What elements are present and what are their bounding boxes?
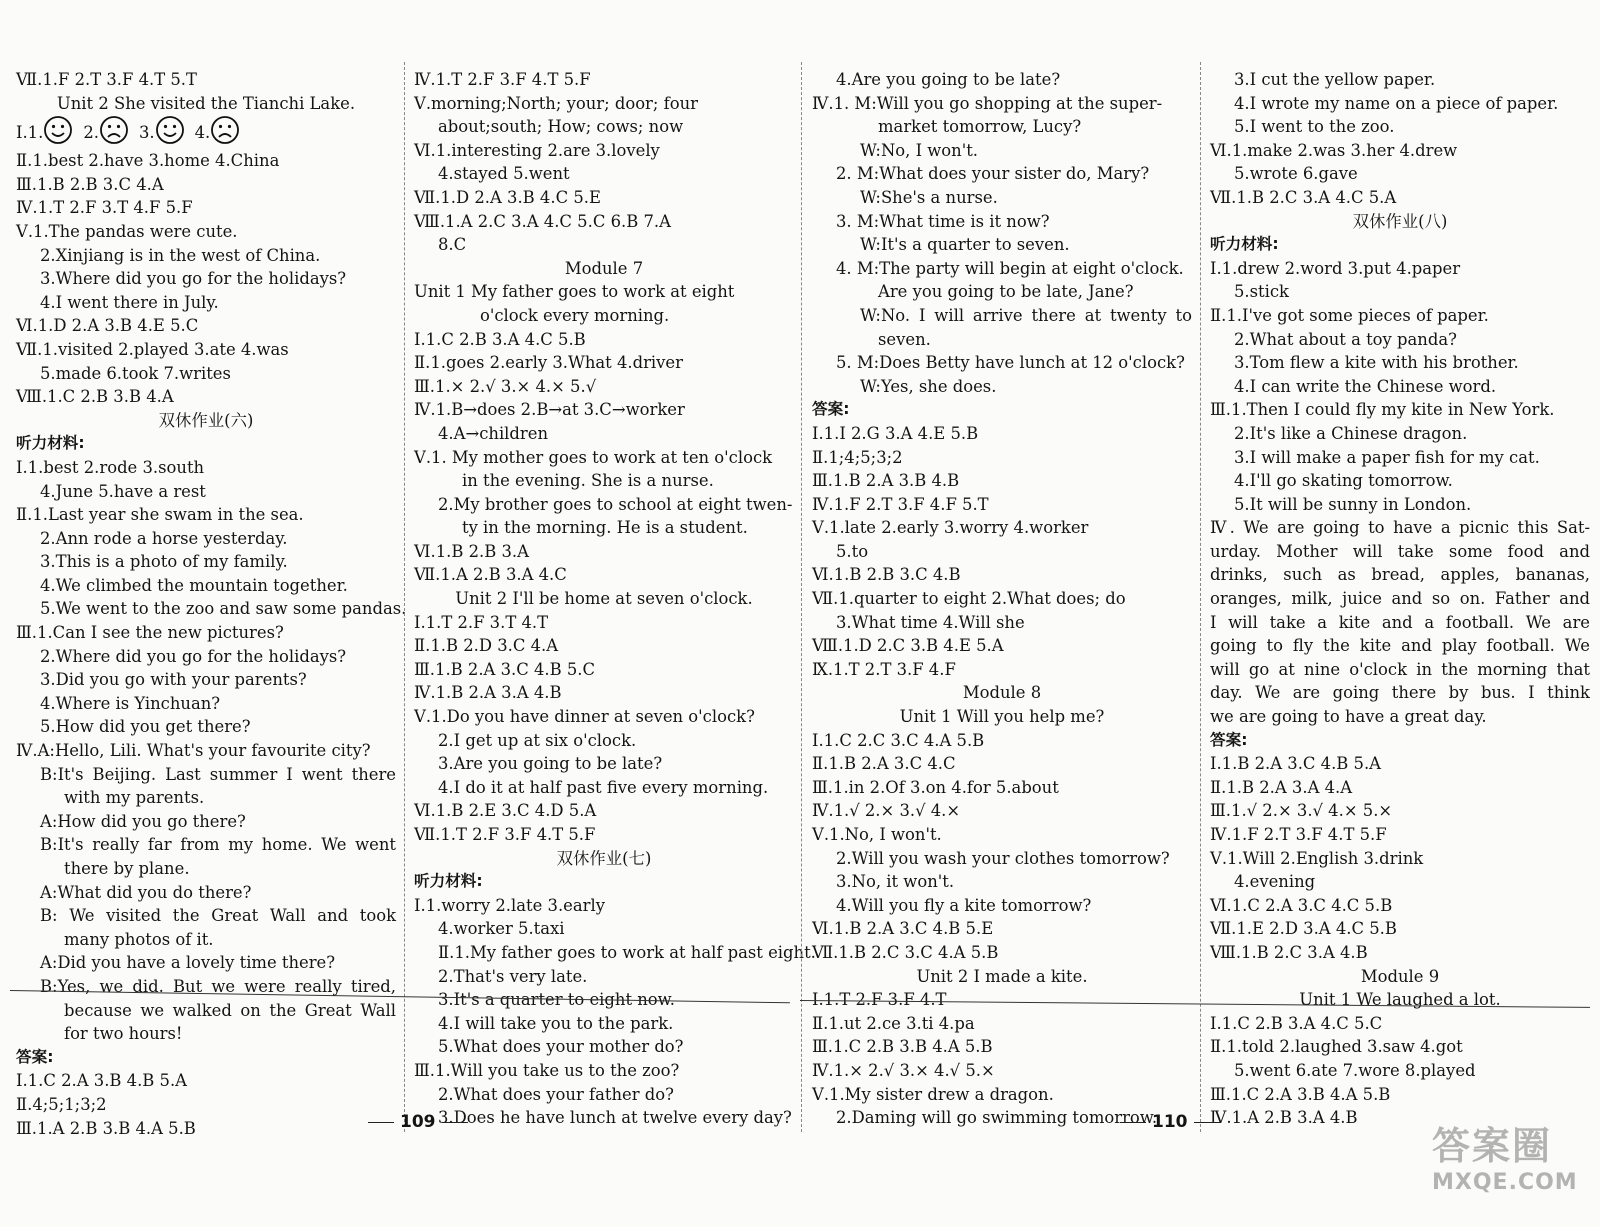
- text-line: about;south; How; cows; now: [438, 117, 684, 137]
- text-line: Ⅴ.1.Will 2.English 3.drink: [1210, 848, 1424, 868]
- text-line: 4.A→children: [438, 423, 549, 443]
- text-line: 5. M:Does Betty have lunch at 12 o'clock?: [836, 353, 1185, 373]
- column-2: [414, 68, 816, 1130]
- text-line: Ⅱ.1.B 2.D 3.C 4.A: [414, 636, 559, 656]
- text-line: 2.I get up at six o'clock.: [438, 730, 637, 750]
- text-line: Ⅷ.1.A 2.C 3.A 4.C 5.C 6.B 7.A: [414, 211, 671, 231]
- text-line: 4.I can write the Chinese word.: [1234, 376, 1497, 396]
- text-line: A:How did you go there?: [40, 811, 246, 831]
- text-line: Ⅲ.1.× 2.√ 3.× 4.× 5.√: [414, 376, 597, 396]
- text-line: Ⅳ. We are going to have a picnic this Sat-: [1210, 518, 1590, 538]
- text-line: 4.I will take you to the park.: [438, 1013, 674, 1033]
- text-line: B:Yes, we did. But we were really tired,: [40, 976, 396, 996]
- text-line: 2.Ann rode a horse yesterday.: [40, 528, 288, 548]
- text-line: Ⅱ.1.told 2.laughed 3.saw 4.got: [1210, 1037, 1463, 1057]
- smiley-item: [16, 115, 73, 149]
- text-line: Module 8: [962, 683, 1042, 703]
- text-line: W:Yes, she does.: [860, 376, 997, 396]
- text-line: 4. M:The party will begin at eight o'clock.: [836, 258, 1184, 278]
- text-line: 答案:: [16, 1047, 54, 1066]
- text-line: Ⅰ.1.worry 2.late 3.early: [414, 895, 605, 915]
- text-line: Ⅶ.1.T 2.F 3.F 4.T 5.F: [414, 825, 596, 844]
- text-line: Ⅱ.1.Last year she swam in the sea.: [16, 505, 304, 525]
- text-line: urday. Mother will take some food and: [1210, 541, 1590, 561]
- text-line: 3.I will make a paper fish for my cat.: [1234, 447, 1540, 467]
- text-line: there by plane.: [64, 859, 190, 878]
- text-line: W:It's a quarter to seven.: [860, 235, 1070, 255]
- text-line: seven.: [878, 329, 931, 349]
- text-line: Ⅶ.1.D 2.A 3.B 4.C 5.E: [414, 187, 601, 207]
- text-line: Ⅱ.4;5;1;3;2: [16, 1094, 107, 1114]
- text-line: W:No. I will arrive there at twenty to: [860, 305, 1192, 325]
- text-line: Ⅰ.1.I 2.G 3.A 4.E 5.B: [812, 423, 979, 443]
- text-line: will go at nine o'clock in the morning that: [1210, 659, 1590, 679]
- text-line: 2.Where did you go for the holidays?: [40, 646, 347, 666]
- text-line: Ⅷ.1.D 2.C 3.B 4.E 5.A: [812, 636, 1004, 656]
- text-line: because we walked on the Great Wall: [64, 1000, 396, 1020]
- text-line: 4.evening: [1234, 872, 1316, 892]
- text-line: 3.What time 4.Will she: [836, 612, 1025, 632]
- text-line: 4.I went there in July.: [40, 292, 219, 312]
- text-line: Ⅱ.1.B 2.A 3.A 4.A: [1210, 777, 1353, 797]
- smiley-answer-row: [16, 115, 396, 149]
- text-line: 2.Xinjiang is in the west of China.: [40, 245, 321, 265]
- text-line: Ⅵ.1.B 2.B 3.A: [414, 541, 529, 561]
- text-line: Ⅶ.1.B 2.C 3.C 4.A 5.B: [812, 942, 999, 962]
- text-line: Ⅱ.1.best 2.have 3.home 4.China: [16, 151, 280, 171]
- text-line: Ⅳ.1.√ 2.× 3.√ 4.×: [812, 801, 961, 821]
- text-line: 5.to: [836, 541, 869, 561]
- text-line: Ⅰ.1.T 2.F 3.T 4.T: [414, 612, 549, 632]
- text-line: 3.Are you going to be late?: [438, 754, 663, 774]
- text-line: Unit 2 I made a kite.: [916, 966, 1088, 986]
- text-line: Unit 1 We laughed a lot.: [1299, 990, 1501, 1010]
- text-line: 双休作业(八): [1352, 211, 1448, 231]
- text-line: 答案:: [812, 400, 850, 419]
- text-line: Ⅲ.1.Then I could fly my kite in New York.: [1210, 400, 1555, 420]
- text-line: 2.My brother goes to school at eight twen-: [438, 494, 793, 514]
- text-line: Ⅶ.1.quarter to eight 2.What does; do: [812, 589, 1126, 609]
- text-line: 2.Daming will go swimming tomorrow.: [836, 1108, 1158, 1128]
- text-line: Unit 1 Will you help me?: [899, 707, 1105, 727]
- text-line: Ⅱ.1.B 2.A 3.C 4.C: [812, 754, 956, 774]
- text-line: going to fly the kite and play football. We: [1210, 636, 1590, 656]
- text-line: Ⅱ.1.My father goes to work at half past eight.: [438, 942, 816, 962]
- text-line: 5.I went to the zoo.: [1234, 117, 1395, 137]
- column-1: [16, 68, 407, 1140]
- text-line: Unit 1 My father goes to work at eight: [414, 282, 735, 302]
- text-line: 3.Tom flew a kite with his brother.: [1234, 353, 1519, 373]
- text-line: Ⅴ.1.My sister drew a dragon.: [812, 1084, 1054, 1104]
- text-line: 5.wrote 6.gave: [1234, 164, 1358, 184]
- text-line: Ⅶ.1.B 2.C 3.A 4.C 5.A: [1210, 187, 1397, 207]
- column-divider: [404, 62, 405, 1132]
- smiley-item: [83, 115, 129, 149]
- text-line: Ⅰ.1.C 2.A 3.B 4.B 5.A: [16, 1071, 188, 1091]
- text-line: many photos of it.: [64, 929, 214, 949]
- text-line: 5.It will be sunny in London.: [1234, 494, 1472, 514]
- text-line: 5.went 6.ate 7.wore 8.played: [1234, 1060, 1476, 1080]
- text-line: Ⅴ.1. My mother goes to work at ten o'clock: [414, 447, 773, 467]
- text-line: 听力材料:: [414, 872, 483, 891]
- page-number-right: 110: [1114, 1112, 1226, 1132]
- sad-face-icon: [210, 115, 240, 149]
- text-line: 5.We went to the zoo and saw some pandas.: [40, 599, 407, 619]
- text-line: Ⅶ.1.A 2.B 3.A 4.C: [414, 565, 567, 585]
- text-line: 听力材料:: [1210, 235, 1279, 254]
- text-line: 4.Will you fly a kite tomorrow?: [836, 895, 1092, 915]
- text-line: Ⅵ.1.make 2.was 3.her 4.drew: [1210, 140, 1458, 160]
- text-line: 2. M:What does your sister do, Mary?: [836, 164, 1150, 184]
- text-line: Module 9: [1360, 966, 1440, 986]
- text-line: W:She's a nurse.: [860, 187, 998, 207]
- text-line: Ⅲ.1.B 2.A 3.C 4.B 5.C: [414, 659, 596, 679]
- text-line: Ⅲ.1.Can I see the new pictures?: [16, 623, 284, 643]
- text-line: Ⅷ.1.B 2.C 3.A 4.B: [1210, 942, 1368, 962]
- text-line: 5.made 6.took 7.writes: [40, 363, 231, 383]
- text-line: 双休作业(六): [158, 410, 254, 430]
- text-line: in the evening. She is a nurse.: [462, 471, 714, 491]
- text-line: ty in the morning. He is a student.: [462, 518, 748, 538]
- text-line: Module 7: [564, 258, 644, 278]
- text-line: Unit 2 She visited the Tianchi Lake.: [56, 93, 356, 113]
- text-line: Ⅶ.1.F 2.T 3.F 4.T 5.T: [16, 70, 197, 89]
- text-line: B: We visited the Great Wall and took: [40, 906, 396, 926]
- text-line: Ⅵ.1.B 2.A 3.C 4.B 5.E: [812, 919, 994, 939]
- text-line: Ⅴ.1.late 2.early 3.worry 4.worker: [812, 518, 1089, 538]
- smiley-label: 3.: [138, 122, 155, 142]
- text-line: Ⅳ.1.A 2.B 3.A 4.B: [1210, 1108, 1358, 1128]
- text-line: 3.I cut the yellow paper.: [1234, 70, 1436, 89]
- text-line: 3.Does he have lunch at twelve every day?: [438, 1108, 792, 1128]
- text-line: Ⅳ.1.× 2.√ 3.× 4.√ 5.×: [812, 1060, 995, 1080]
- column-3: [812, 68, 1192, 1130]
- text-line: with my parents.: [64, 788, 205, 808]
- text-line: Ⅴ.1.The pandas were cute.: [16, 221, 238, 241]
- text-line: o'clock every morning.: [480, 305, 670, 325]
- text-line: Ⅴ.1.Do you have dinner at seven o'clock?: [414, 707, 755, 727]
- happy-face-icon: [43, 115, 73, 149]
- text-line: market tomorrow, Lucy?: [878, 117, 1082, 137]
- text-line: Ⅰ.1.T 2.F 3.F 4.T: [812, 990, 947, 1010]
- text-line: 5.How did you get there?: [40, 717, 251, 737]
- text-line: I will take a kite and a football. We are: [1210, 612, 1590, 632]
- text-line: Ⅲ.1.in 2.Of 3.on 4.for 5.about: [812, 777, 1059, 797]
- text-line: 4.I wrote my name on a piece of paper.: [1234, 93, 1559, 113]
- text-line: 双休作业(七): [556, 848, 652, 868]
- text-line: 3.Did you go with your parents?: [40, 670, 307, 690]
- text-line: Ⅵ.1.C 2.A 3.C 4.C 5.B: [1210, 895, 1393, 915]
- column-divider: [801, 62, 802, 1132]
- text-line: 3.This is a photo of my family.: [40, 552, 288, 572]
- text-line: Ⅲ.1.A 2.B 3.B 4.A 5.B: [16, 1118, 196, 1138]
- text-line: Ⅳ.1. M:Will you go shopping at the super-: [812, 93, 1163, 113]
- text-line: Ⅸ.1.T 2.T 3.F 4.F: [812, 659, 956, 679]
- text-line: Ⅲ.1.Will you take us to the zoo?: [414, 1060, 680, 1080]
- text-line: Ⅰ.1.C 2.B 3.A 4.C 5.C: [1210, 1013, 1383, 1033]
- text-line: Ⅲ.1.B 2.B 3.C 4.A: [16, 174, 164, 194]
- text-line: for two hours!: [64, 1024, 183, 1044]
- text-line: Ⅲ.1.C 2.B 3.B 4.A 5.B: [812, 1037, 993, 1057]
- text-line: Ⅱ.1.goes 2.early 3.What 4.driver: [414, 353, 683, 373]
- text-line: Ⅴ.1.No, I won't.: [812, 825, 942, 844]
- smiley-label: 2.: [83, 122, 99, 142]
- text-line: 2.It's like a Chinese dragon.: [1234, 423, 1468, 443]
- text-line: Ⅰ.1.C 2.B 3.A 4.C 5.B: [414, 329, 586, 349]
- text-line: 4.June 5.have a rest: [40, 481, 206, 501]
- column-divider: [1200, 62, 1201, 1132]
- text-line: Ⅵ.1.D 2.A 3.B 4.E 5.C: [16, 316, 199, 336]
- text-line: 8.C: [438, 235, 467, 255]
- text-line: Are you going to be late, Jane?: [878, 282, 1134, 302]
- column-4: [1210, 68, 1590, 1130]
- text-line: B:It's really far from my home. We went: [40, 835, 396, 855]
- text-line: 4.stayed 5.went: [438, 164, 570, 184]
- smiley-item: [195, 115, 241, 149]
- text-line: Ⅰ.1.best 2.rode 3.south: [16, 457, 205, 477]
- text-line: 3. M:What time is it now?: [836, 211, 1050, 231]
- text-line: Ⅳ.1.F 2.T 3.F 4.F 5.T: [812, 494, 989, 514]
- text-line: Ⅳ.1.T 2.F 3.F 4.T 5.F: [414, 70, 591, 89]
- text-line: Ⅰ.1.C 2.C 3.C 4.A 5.B: [812, 730, 985, 750]
- text-line: W:No, I won't.: [860, 140, 979, 160]
- text-line: Ⅲ.1.B 2.A 3.B 4.B: [812, 471, 960, 491]
- smiley-label: 4.: [194, 122, 211, 142]
- text-line: 4.Are you going to be late?: [836, 70, 1061, 89]
- text-line: Ⅷ.1.C 2.B 3.B 4.A: [16, 387, 174, 407]
- text-line: 5.What does your mother do?: [438, 1037, 684, 1057]
- text-line: A:Did you have a lovely time there?: [40, 953, 336, 973]
- text-line: 3.Where did you go for the holidays?: [40, 269, 347, 289]
- text-line: 听力材料:: [16, 434, 85, 453]
- text-line: 2.Will you wash your clothes tomorrow?: [836, 848, 1170, 868]
- text-line: 4.Where is Yinchuan?: [40, 693, 221, 713]
- text-line: Ⅱ.1.ut 2.ce 3.ti 4.pa: [812, 1013, 975, 1033]
- text-line: Ⅶ.1.E 2.D 3.A 4.C 5.B: [1210, 919, 1397, 939]
- text-line: Ⅰ.1.B 2.A 3.C 4.B 5.A: [1210, 754, 1382, 774]
- text-line: 3.No, it won't.: [836, 872, 955, 892]
- text-line: Ⅳ.1.F 2.T 3.F 4.T 5.F: [1210, 825, 1387, 844]
- text-line: Ⅵ.1.B 2.B 3.C 4.B: [812, 565, 961, 585]
- text-line: Ⅱ.1.I've got some pieces of paper.: [1210, 305, 1489, 325]
- text-line: Unit 2 I'll be home at seven o'clock.: [455, 589, 753, 609]
- text-line: Ⅶ.1.visited 2.played 3.ate 4.was: [16, 339, 289, 359]
- text-line: 4.We climbed the mountain together.: [40, 575, 348, 595]
- text-line: day. We are going there by bus. I think: [1210, 683, 1590, 703]
- text-line: 4.I do it at half past five every morning.: [438, 777, 769, 797]
- text-line: Ⅵ.1.B 2.E 3.C 4.D 5.A: [414, 801, 597, 821]
- text-line: 2.What about a toy panda?: [1234, 329, 1457, 349]
- text-line: Ⅵ.1.interesting 2.are 3.lovely: [414, 140, 660, 160]
- text-line: 2.That's very late.: [438, 966, 588, 986]
- text-line: B:It's Beijing. Last summer I went there: [40, 764, 396, 784]
- text-line: Ⅳ.1.B 2.A 3.A 4.B: [414, 683, 562, 703]
- text-line: Ⅲ.1.√ 2.× 3.√ 4.× 5.×: [1210, 801, 1393, 821]
- text-line: Ⅳ.A:Hello, Lili. What's your favourite city?: [16, 741, 371, 761]
- text-line: drinks, such as bread, apples, bananas,: [1210, 565, 1590, 585]
- text-line: Ⅰ.1.drew 2.word 3.put 4.paper: [1210, 258, 1461, 278]
- text-line: Ⅱ.1;4;5;3;2: [812, 447, 903, 467]
- text-line: 4.I'll go skating tomorrow.: [1234, 471, 1453, 491]
- text-line: 3.It's a quarter to eight now.: [438, 990, 675, 1010]
- text-line: oranges, milk, juice and so on. Father and: [1210, 589, 1590, 609]
- text-line: 2.What does your father do?: [438, 1084, 674, 1104]
- text-line: we are going to have a great day.: [1210, 707, 1487, 727]
- watermark-logo: 答案圈 MXQE.COM: [1432, 1124, 1578, 1195]
- smiley-item: [139, 115, 185, 149]
- sad-face-icon: [99, 115, 129, 149]
- text-line: Ⅴ.morning;North; your; door; four: [414, 93, 698, 113]
- page-number-left: 109: [362, 1112, 474, 1132]
- text-line: Ⅲ.1.C 2.A 3.B 4.A 5.B: [1210, 1084, 1391, 1104]
- text-line: 5.stick: [1234, 282, 1289, 302]
- text-line: A:What did you do there?: [40, 882, 252, 902]
- text-line: 4.worker 5.taxi: [438, 919, 565, 939]
- text-line: 答案:: [1210, 730, 1248, 749]
- smiley-label: Ⅰ.1.: [16, 122, 44, 142]
- text-line: Ⅳ.1.B→does 2.B→at 3.C→worker: [414, 400, 685, 420]
- text-line: Ⅳ.1.T 2.F 3.T 4.F 5.F: [16, 198, 193, 218]
- happy-face-icon: [155, 115, 185, 149]
